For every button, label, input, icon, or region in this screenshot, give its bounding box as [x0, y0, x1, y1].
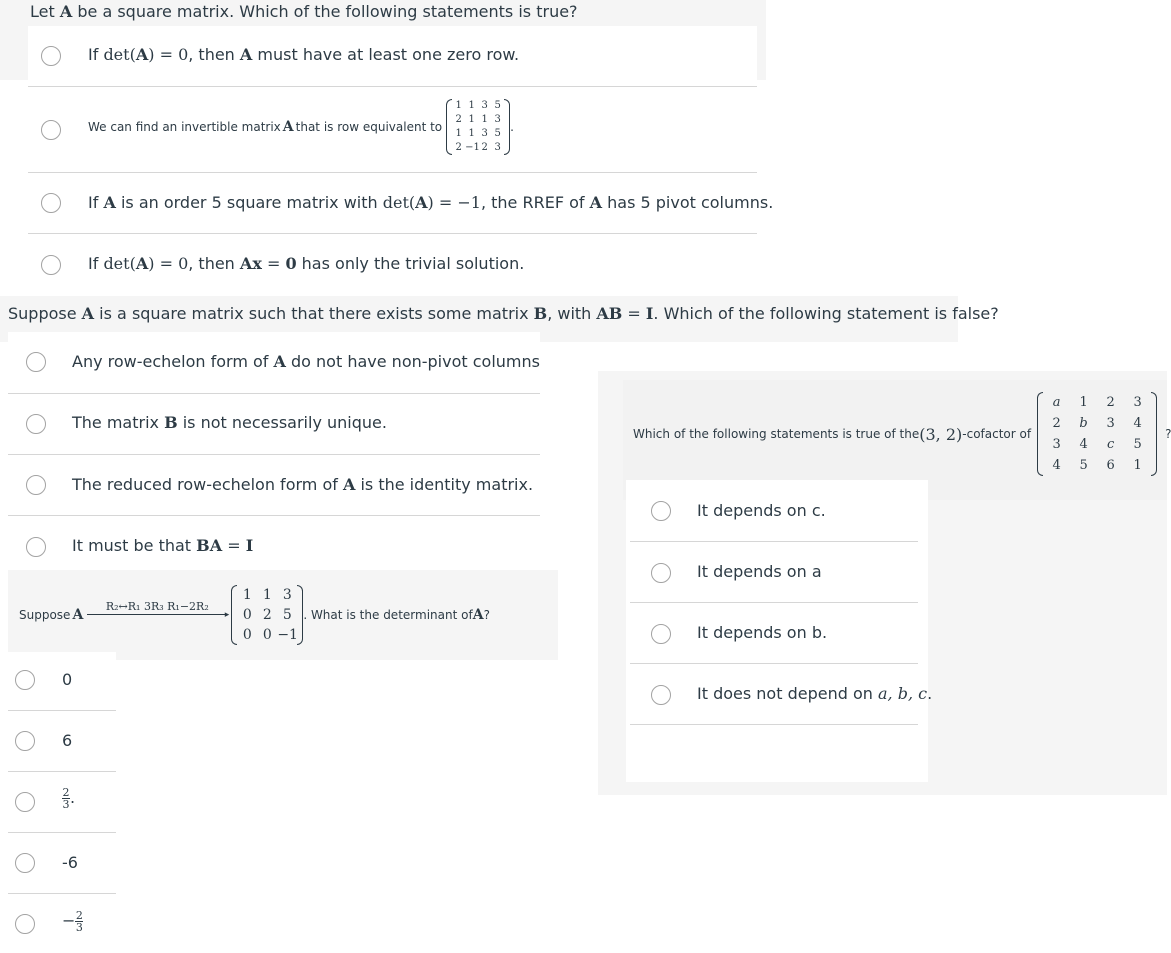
row-operations: R₂↔R₁ 3R₃ R₁−2R₂ ▸: [87, 600, 227, 615]
matrix-entry-r2c2: 1: [468, 114, 475, 125]
matrix-entry-r3c2: 4: [1079, 437, 1088, 452]
radio-button[interactable]: [41, 193, 61, 213]
matrix-entry-r2c1: 2: [455, 114, 462, 125]
radio-button[interactable]: [15, 792, 35, 812]
question-4-title: Which of the following statements is true of the (3, 2) -cofactor of a 1 2 3 2 b 3 4 3 4 c 5 4 5 6 1 ?: [633, 390, 1171, 478]
option-label: -6: [62, 853, 78, 872]
option-label: It depends on a: [697, 562, 822, 581]
option-label: − $\frac{2}{3}$: [62, 909, 83, 934]
matrix-entry-r3c1: 3: [1052, 437, 1061, 452]
option-label: 6: [62, 731, 73, 750]
q2-option-2[interactable]: [8, 394, 540, 455]
question-1-title: Let A be a square matrix. Which of the following statements is true?: [30, 2, 578, 21]
q1-option-4[interactable]: [28, 234, 757, 295]
question-2-title: Suppose A is a square matrix such that there exists some matrix B, with AB = I. Which of the following statement is false?: [8, 304, 999, 323]
matrix-entry-r4c3: 2: [481, 142, 488, 153]
matrix-entry-r3c3: 3: [481, 128, 488, 139]
radio-button[interactable]: [15, 731, 35, 751]
matrix-entry-r1c3: 3: [481, 100, 488, 111]
option-label: The reduced row-echelon form of A is the identity matrix.: [72, 475, 534, 494]
q4-option-2[interactable]: [630, 542, 918, 603]
radio-button[interactable]: [651, 563, 671, 583]
radio-button[interactable]: [41, 120, 61, 140]
matrix-entry-r1c2: 1: [262, 587, 272, 603]
option-label: 0: [62, 670, 73, 689]
option-label: If det(A) = 0, then Ax = 0 has only the trivial solution.: [88, 254, 525, 273]
matrix-entry-r3c4: 5: [494, 128, 501, 139]
option-label: It depends on c.: [697, 501, 826, 520]
option-label: It does not depend on a, b, c.: [697, 684, 933, 703]
q1-option-2[interactable]: [28, 87, 757, 173]
q4-option-4[interactable]: [630, 664, 933, 725]
radio-button[interactable]: [26, 475, 46, 495]
option-label: If det(A) = 0, then A must have at least one zero row.: [88, 45, 520, 64]
q2-option-4[interactable]: [8, 516, 540, 570]
matrix-entry-r1c1: 1: [242, 587, 252, 603]
matrix-entry-r2c3: 3: [1106, 416, 1115, 431]
option-label: It depends on b.: [697, 623, 828, 642]
option-label: It must be that BA = I: [72, 536, 254, 555]
radio-button[interactable]: [26, 537, 46, 557]
matrix-entry-r3c1: 1: [455, 128, 462, 139]
matrix-entry-r2c1: 2: [1052, 416, 1061, 431]
radio-button[interactable]: [15, 914, 35, 934]
matrix-entry-r2c1: 0: [242, 607, 252, 623]
matrix-entry-r1c4: 3: [1133, 395, 1142, 410]
matrix-entry-r1c3: 3: [282, 587, 292, 603]
radio-button[interactable]: [651, 501, 671, 521]
radio-button[interactable]: [651, 685, 671, 705]
matrix: [1037, 392, 1157, 476]
matrix-entry-r4c4: 1: [1133, 458, 1142, 473]
radio-button[interactable]: [651, 624, 671, 644]
radio-button[interactable]: [26, 414, 46, 434]
q4-option-3[interactable]: [630, 603, 918, 664]
option-label: Any row-echelon form of A do not have non-pivot columns: [72, 352, 540, 371]
matrix-entry-r1c2: 1: [1079, 395, 1088, 410]
matrix-entry-r4c2: −1: [465, 142, 480, 153]
q3-option-4[interactable]: [8, 833, 116, 894]
fraction: $\frac{2}{3}$: [75, 909, 83, 934]
matrix-entry-r4c4: 3: [494, 142, 501, 153]
matrix-entry-r2c4: 4: [1133, 416, 1142, 431]
q1-option-1[interactable]: [28, 26, 757, 87]
matrix-entry-r2c4: 3: [494, 114, 501, 125]
radio-button[interactable]: [41, 255, 61, 275]
matrix-entry-r4c1: 4: [1052, 458, 1061, 473]
matrix-entry-r1c3: 2: [1106, 395, 1115, 410]
q3-option-2[interactable]: [8, 711, 116, 772]
q3-option-3[interactable]: [8, 772, 116, 833]
matrix-entry-r3c2: 1: [468, 128, 475, 139]
fraction: $\frac{2}{3}$: [62, 786, 70, 811]
matrix: [231, 585, 303, 645]
radio-button[interactable]: [15, 670, 35, 690]
matrix-entry-r2c2: 2: [262, 607, 272, 623]
radio-button[interactable]: [15, 853, 35, 873]
q2-option-3[interactable]: [8, 455, 540, 516]
matrix-entry-r4c1: 2: [455, 142, 462, 153]
matrix-entry-r3c2: 0: [262, 627, 272, 643]
q2-option-1[interactable]: [8, 332, 540, 394]
matrix-entry-r2c3: 1: [481, 114, 488, 125]
option-label: If A is an order 5 square matrix with det(A) = −1, the RREF of A has 5 pivot columns.: [88, 193, 774, 212]
q1-option-3[interactable]: [28, 173, 774, 234]
matrix-entry-r1c1: 1: [455, 100, 462, 111]
matrix-entry-r4c2: 5: [1079, 458, 1088, 473]
matrix-entry-r1c2: 1: [468, 100, 475, 111]
q3-option-1[interactable]: [8, 652, 116, 711]
matrix-entry-r3c3: −1: [277, 627, 298, 643]
q3-option-5[interactable]: [8, 894, 116, 953]
matrix-entry-r3c1: 0: [242, 627, 252, 643]
matrix: [446, 99, 510, 155]
matrix-entry-r4c3: 6: [1106, 458, 1115, 473]
option-label: The matrix B is not necessarily unique.: [72, 413, 387, 432]
matrix-entry-r1c4: 5: [494, 100, 501, 111]
matrix-entry-r2c2: b: [1079, 416, 1088, 431]
radio-button[interactable]: [41, 46, 61, 66]
matrix-entry-r2c3: 5: [282, 607, 292, 623]
matrix-entry-r1c1: a: [1052, 395, 1061, 410]
question-3-title: Suppose A R₂↔R₁ 3R₃ R₁−2R₂ ▸ 1 1 3 0 2 5 0 0 −1 . What is the determinant of A ?: [19, 587, 490, 643]
q4-option-1[interactable]: [630, 480, 918, 542]
option-label: We can find an invertible matrix A that is row equivalent to 1 1 3 5 2 1 1 3 1 1 3 5 2 −1 2 3 .: [88, 100, 514, 153]
radio-button[interactable]: [26, 352, 46, 372]
matrix-entry-r3c4: 5: [1133, 437, 1142, 452]
option-label: $\frac{2}{3}$ .: [62, 786, 76, 811]
matrix-entry-r3c3: c: [1106, 437, 1115, 452]
